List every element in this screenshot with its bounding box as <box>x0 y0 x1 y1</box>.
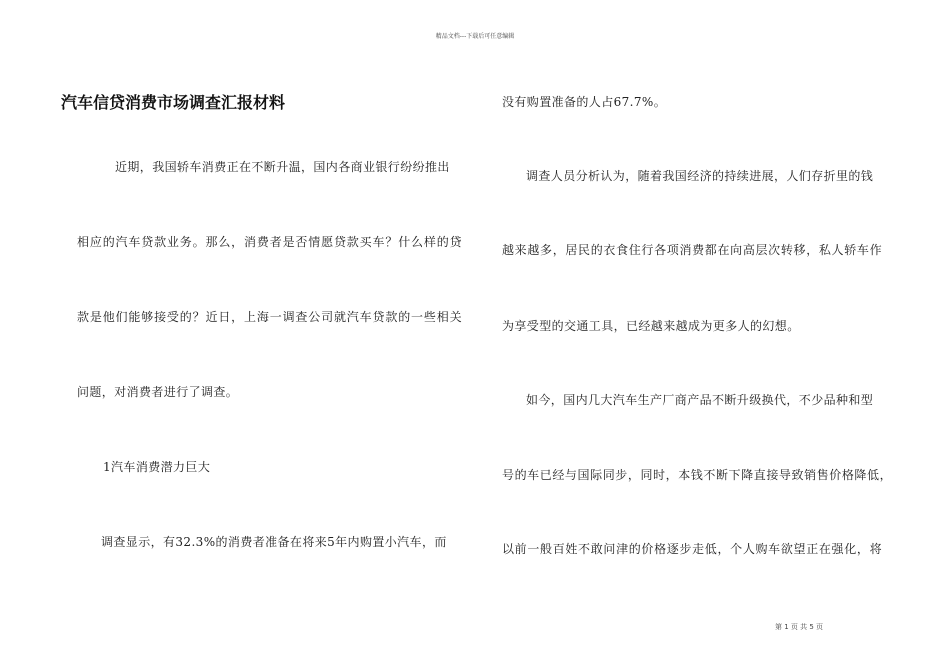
left-paragraph-1-line-2: 相应的汽车贷款业务。那么，消费者是否情愿贷款买车？什么样的贷 <box>77 235 462 249</box>
right-paragraph-3-line-3: 以前一般百姓不敢问津的价格逐步走低，个人购车欲望正在强化，将 <box>502 542 882 556</box>
right-paragraph-3-line-2: 号的车已经与国际同步，同时，本钱不断下降直接导致销售价格降低， <box>502 468 892 482</box>
left-paragraph-1-line-4: 问题，对消费者进行了调查。 <box>77 385 239 399</box>
right-paragraph-2-line-2: 越来越多，居民的衣食住行各项消费都在向高层次转移，私人轿车作 <box>502 243 882 257</box>
document-title: 汽车信贷消费市场调查汇报材料 <box>61 93 286 112</box>
right-paragraph-1-line-1: 没有购置准备的人占67.7%。 <box>502 95 667 109</box>
left-paragraph-2-line-1: 调查显示，有32.3%的消费者准备在将来5年内购置小汽车，而 <box>101 535 447 549</box>
left-paragraph-1-line-3: 款是他们能够接受的？近日，上海一调查公司就汽车贷款的一些相关 <box>77 310 462 324</box>
page-header: 精品文档---下载后可任意编辑 <box>435 33 515 40</box>
left-paragraph-1-line-1: 近期，我国轿车消费正在不断升温，国内各商业银行纷纷推出 <box>115 160 450 174</box>
right-paragraph-3-line-1: 如今，国内几大汽车生产厂商产品不断升级换代，不少品种和型 <box>526 393 874 407</box>
page-number: 第 1 页 共 5 页 <box>775 623 824 631</box>
right-paragraph-2-line-3: 为享受型的交通工具，已经越来越成为更多人的幻想。 <box>502 319 800 333</box>
section-heading: 1汽车消费潜力巨大 <box>103 460 211 474</box>
right-paragraph-2-line-1: 调查人员分析认为，随着我国经济的持续进展，人们存折里的钱 <box>526 169 874 183</box>
